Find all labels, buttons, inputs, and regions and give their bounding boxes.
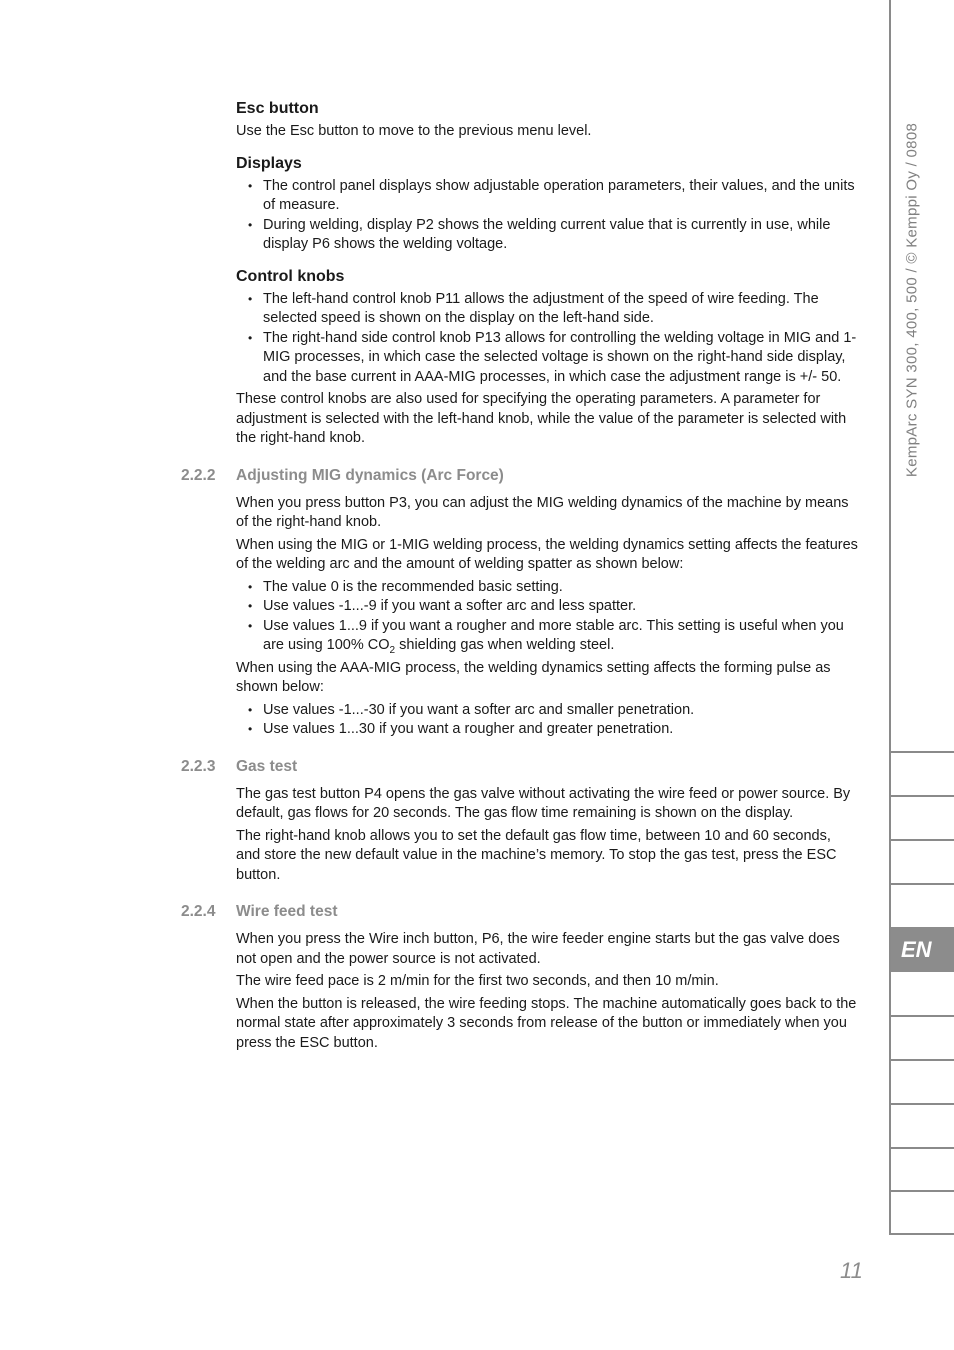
section-heading-gas <box>181 757 858 776</box>
esc-heading: Esc button <box>236 100 319 117</box>
wire-p2: The wire feed pace is 2 m/min for the first two seconds, and then 10 m/min. <box>236 973 719 989</box>
section-number: 2.2.3 <box>181 757 216 775</box>
co2-subscript: 2 <box>389 644 396 656</box>
dynamics-p1: When you press button P3, you can adjust the MIG welding dynamics of the machine by means of the right-hand knob. <box>236 494 849 530</box>
knobs-list <box>236 290 858 388</box>
sidebar-rule <box>889 0 891 1235</box>
sidebar-title: KempArc SYN 300, 400, 500 / © Kemppi Oy / 0808 <box>903 122 921 478</box>
knobs-text: These control knobs are also used for specifying the operating parameters. A parameter for adjustment is selected with the left-hand knob, while the value of the parameter is selected with the right-hand knob. <box>236 391 847 446</box>
section-title: Wire feed test <box>236 903 338 920</box>
page-content <box>181 100 858 1056</box>
list-item: • The left-hand control knob P11 allows the adjustment of the speed of wire feeding. The selected speed is shown on the display on the left-hand side. <box>236 290 858 329</box>
section-number: 2.2.4 <box>181 903 216 920</box>
esc-text: Use the Esc button to move to the previous menu level. <box>236 123 592 139</box>
section-number: 2.2.2 <box>181 466 216 484</box>
gas-p2: The right-hand knob allows you to set the default gas flow time, between 10 and 60 seconds, and store the new default value in the machine’s memory. To stop the gas test, press the ESC button. <box>236 827 837 883</box>
list-item: • The value 0 is the recommended basic setting. <box>236 578 858 598</box>
tab-divider <box>891 839 954 841</box>
list-item: • During welding, display P2 shows the welding current value that is currently in use, while display P6 shows the welding voltage. <box>236 216 858 255</box>
wire-p1: When you press the Wire inch button, P6, the wire feeder engine starts but the gas valve does not open and the power source is not activated. <box>236 931 840 967</box>
dynamics-p3: When using the AAA-MIG process, the welding dynamics setting affects the forming pulse as shown below: <box>236 659 831 695</box>
displays-heading: Displays <box>236 154 302 172</box>
co2-text-b: shielding gas when welding steel. <box>395 637 615 653</box>
tab-divider <box>891 751 954 753</box>
list-item: • The control panel displays show adjustable operation parameters, their values, and the units of measure. <box>236 177 858 216</box>
tab-divider <box>891 1233 954 1235</box>
tab-divider <box>891 883 954 885</box>
dynamics-p2: When using the MIG or 1-MIG welding process, the welding dynamics setting affects the features of the welding arc and the amount of welding spatter as shown below: <box>236 536 858 572</box>
displays-list <box>236 177 858 255</box>
list-item: • Use values -1...-30 if you want a softer arc and smaller penetration. <box>236 701 858 721</box>
page-number: 11 <box>840 1258 863 1283</box>
dynamics-list-2 <box>236 701 858 740</box>
list-item: • Use values 1...30 if you want a rougher and greater penetration. <box>236 720 858 740</box>
section-title: Adjusting MIG dynamics (Arc Force) <box>236 466 504 484</box>
tab-divider <box>891 1190 954 1192</box>
dynamics-list-1 <box>236 578 858 656</box>
wire-p3: When the button is released, the wire feeding stops. The machine automatically goes back to the normal state after approximately 3 seconds from release of the button or immediately when you press the ESC button. <box>236 995 857 1051</box>
gas-p1: The gas test button P4 opens the gas valve without activating the wire feed or power source. By default, gas flows for 20 seconds. The gas flow time remaining is shown on the display. <box>236 785 851 821</box>
list-item <box>236 617 858 656</box>
co2-text-a: Use values 1...9 if you want a rougher and more stable arc. This setting is useful when you are using 100% CO <box>263 617 844 653</box>
list-item: • Use values -1...-9 if you want a softer arc and less spatter. <box>236 597 858 617</box>
section-title: Gas test <box>236 757 298 775</box>
language-tab: EN <box>891 927 954 972</box>
section-heading-dynamics <box>181 466 858 485</box>
tab-divider <box>891 1103 954 1105</box>
list-item: • The right-hand side control knob P13 allows for controlling the welding voltage in MIG and 1-MIG processes, in which case the selected voltage is shown on the right-hand side display, and the base current in AAA-MIG processes, in which case the adjustment range is +/- 50. <box>236 329 858 388</box>
tab-divider <box>891 1147 954 1149</box>
tab-divider <box>891 795 954 797</box>
knobs-heading: Control knobs <box>236 267 345 285</box>
section-heading-wire <box>181 903 858 921</box>
tab-divider <box>891 1015 954 1017</box>
tab-divider <box>891 1059 954 1061</box>
